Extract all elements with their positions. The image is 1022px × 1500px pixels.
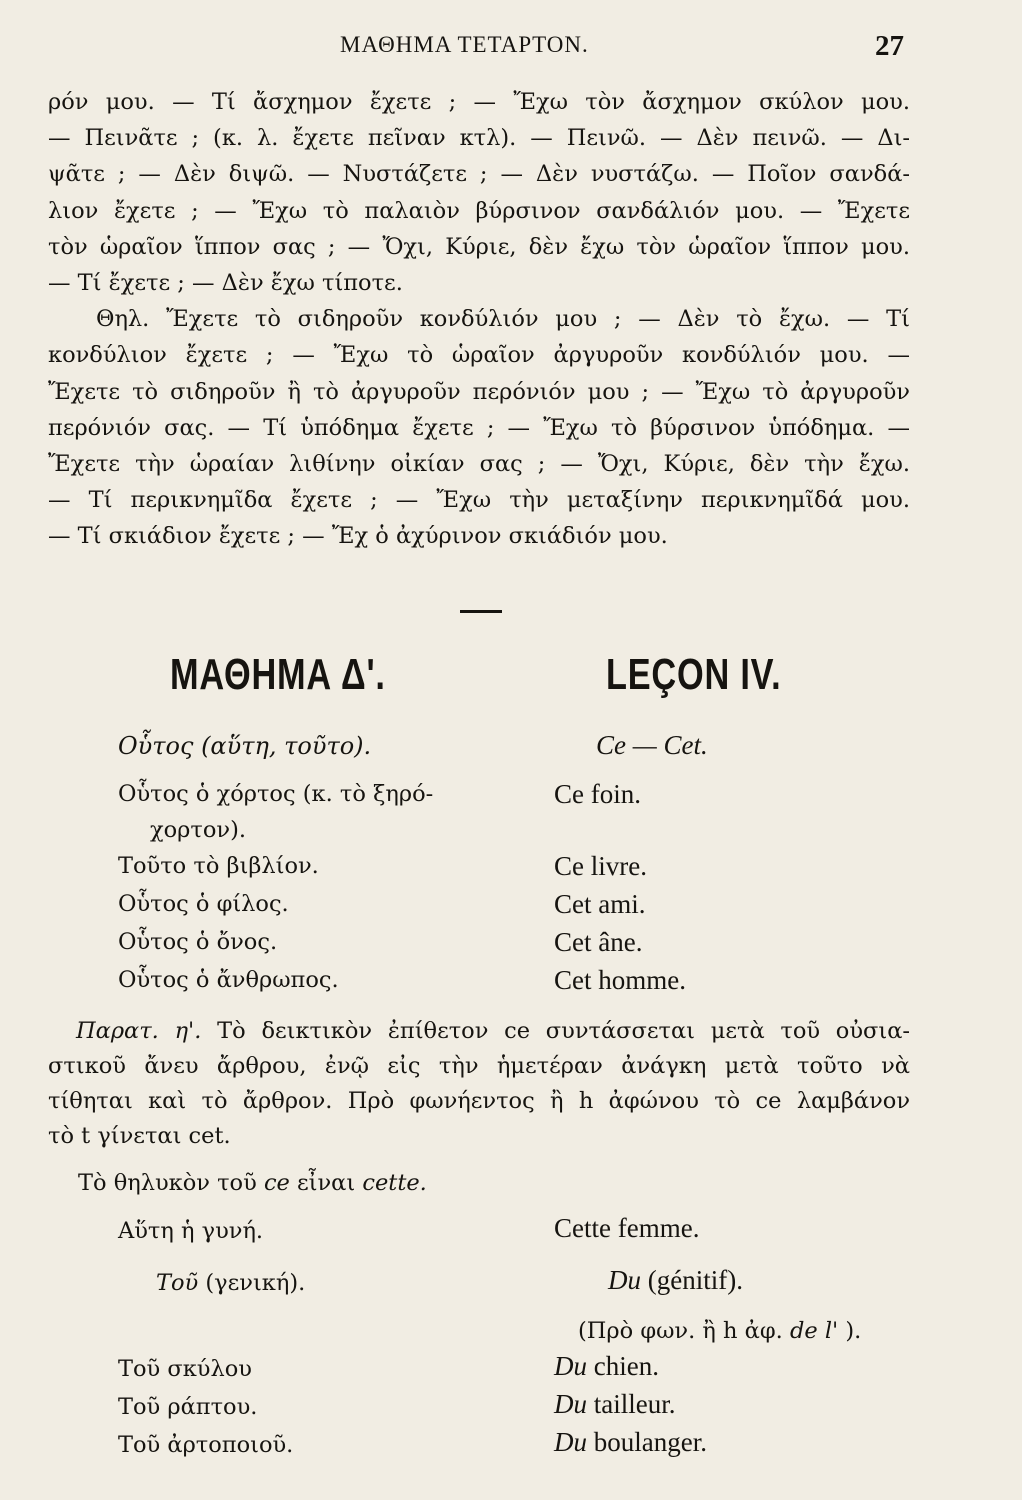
remark-line	[48, 1014, 910, 1049]
dialogue-line: — Πεινᾶτε ; (κ. λ. ἔχετε πεῖναν κτλ). — Πεινῶ. — Δὲν πεινῶ. — Δι-	[48, 125, 910, 152]
example-french: Cet homme.	[554, 965, 686, 995]
dialogue-line: ρόν μου. — Τί ἄσχημον ἔχετε ; — Ἔχω τὸν ἄσχημον σκύλον μου.	[48, 89, 910, 115]
example-french: Cet âne.	[554, 927, 643, 957]
remark-text: Τὸ δεικτικὸν ἐπίθετον ce συντάσσεται μετὰ τοῦ οὐσια-	[217, 1018, 911, 1044]
genitive-du: Du	[554, 1351, 587, 1381]
remark-line: στικοῦ ἄνευ ἄρθρου, ἐνῷ εἰς τὴν ἡμετέραν ἀνάγκη μετὰ τοῦτο νὰ	[48, 1053, 910, 1079]
dialogue-line: — Τί περικνημῖδα ἔχετε ; — Ἔχω τὴν μεταξίνην περικνημῖδά μου.	[48, 487, 910, 514]
feminine-note	[78, 1170, 427, 1196]
example-greek: Οὗτος ὁ ὄνος.	[118, 929, 278, 955]
example-greek: Οὗτος ὁ φίλος.	[118, 891, 289, 917]
dialogue-paragraph	[48, 84, 910, 554]
lesson-heading-french: LEÇON IV.	[606, 650, 782, 699]
dialogue-line: — Τί σκιάδιον ἔχετε ; — Ἔχ ὁ ἀχύρινον σκιάδιόν μου.	[48, 523, 668, 550]
genitive-label-french: (génitif).	[647, 1265, 743, 1295]
genitive-note-prefix: (Πρὸ φων. ἢ h ἀφ.	[578, 1318, 783, 1344]
example-french: Ce foin.	[554, 779, 641, 809]
dialogue-line: λιον ἔχετε ; — Ἔχω τὸ παλαιὸν βύρσινον σανδάλιόν μου. — Ἔχετε	[48, 197, 910, 224]
dialogue-line: Θηλ. Ἔχετε τὸ σιδηροῦν κονδύλιόν μου ; — Δὲν τὸ ἔχω. — Τί	[96, 306, 910, 333]
dialogue-line: — Τί ἔχετε ; — Δὲν ἔχω τίποτε.	[48, 269, 403, 296]
example-greek: Οὗτος ὁ χόρτος (κ. τὸ ξηρό-	[118, 781, 434, 807]
dialogue-line: περόνιόν σας. — Τί ὑπόδημα ἔχετε ; — Ἔχω τὸ βύρσινον ὑπόδημα. —	[48, 414, 910, 441]
example-greek: Οὗτος ὁ ἄνθρωπος.	[118, 967, 339, 993]
remark-paragraph	[48, 1014, 910, 1154]
running-title: ΜΑΘΗΜΑ ΤΕΤΑΡΤΟΝ.	[340, 32, 589, 57]
genitive-word-french: Du	[608, 1265, 641, 1295]
example-french: Cet ami.	[554, 889, 646, 919]
feminine-prefix: Τὸ θηλυκὸν τοῦ	[78, 1170, 257, 1196]
page-number: 27	[875, 30, 904, 62]
genitive-example-greek: Τοῦ σκύλου	[118, 1356, 252, 1382]
dialogue-line: κονδύλιον ἔχετε ; — Ἔχω τὸ ὡραῖον ἀργυροῦν κονδύλιόν μου. —	[48, 342, 910, 369]
feminine-example-greek: Αὕτη ἡ γυνή.	[118, 1218, 264, 1244]
remark-line: τίθηται καὶ τὸ ἄρθρον. Πρὸ φωνήεντος ἢ h ἀφώνου τὸ ce λαμβάνον	[48, 1088, 910, 1114]
feminine-word-cette: cette.	[362, 1170, 427, 1196]
feminine-verb: εἶναι	[297, 1170, 356, 1196]
genitive-label-greek: (γενική).	[205, 1270, 306, 1296]
page-header	[0, 30, 1022, 70]
genitive-example-greek: Τοῦ ράπτου.	[118, 1394, 258, 1420]
genitive-du: Du	[554, 1389, 587, 1419]
genitive-note-suffix: ).	[845, 1318, 862, 1344]
dialogue-line: ψᾶτε ; — Δὲν διψῶ. — Νυστάζετε ; — Δὲν νυστάζω. — Ποῖον σανδά-	[48, 161, 910, 188]
remark-label: Παρατ. η'.	[76, 1018, 202, 1044]
genitive-example-french	[554, 1389, 675, 1420]
genitive-note	[578, 1318, 861, 1344]
genitive-example-french	[554, 1351, 659, 1382]
remark-line: τὸ t γίνεται cet.	[48, 1123, 231, 1149]
feminine-example-french: Cette femme.	[554, 1213, 700, 1243]
section-divider	[460, 610, 502, 613]
feminine-word-ce: ce	[263, 1170, 290, 1196]
dialogue-line: τὸν ὡραῖον ἵππον σας ; — Ὄχι, Κύριε, δὲν ἔχω τὸν ὡραῖον ἵππον μου.	[48, 233, 910, 260]
genitive-example-french	[554, 1427, 707, 1458]
dialogue-line: Ἔχετε τὴν ὡραίαν λιθίνην οἰκίαν σας ; — Ὄχι, Κύριε, δὲν τὴν ἔχω.	[48, 450, 910, 477]
genitive-heading-greek	[156, 1270, 305, 1296]
genitive-noun: chien.	[593, 1351, 659, 1381]
lesson-heading-greek: ΜΑΘΗΜΑ Δ'.	[170, 650, 386, 699]
example-french: Ce livre.	[554, 851, 647, 881]
genitive-noun: tailleur.	[593, 1389, 676, 1419]
dialogue-line: Ἔχετε τὸ σιδηροῦν ἢ τὸ ἀργυροῦν περόνιόν μου ; — Ἔχω τὸ ἀργυροῦν	[48, 378, 910, 405]
genitive-noun: boulanger.	[593, 1427, 707, 1457]
genitive-word-greek: Τοῦ	[156, 1270, 199, 1296]
lesson-subtitle-french: Ce — Cet.	[596, 730, 708, 760]
genitive-note-word: de l'	[789, 1318, 839, 1344]
lesson-subtitle-greek: Οὗτος (αὕτη, τοῦτο).	[118, 732, 372, 760]
genitive-du: Du	[554, 1427, 587, 1457]
genitive-heading-french	[608, 1265, 743, 1296]
genitive-example-greek: Τοῦ ἀρτοποιοῦ.	[118, 1432, 294, 1458]
example-greek: χορτον).	[150, 817, 247, 843]
example-greek: Τοῦτο τὸ βιβλίον.	[118, 853, 319, 879]
